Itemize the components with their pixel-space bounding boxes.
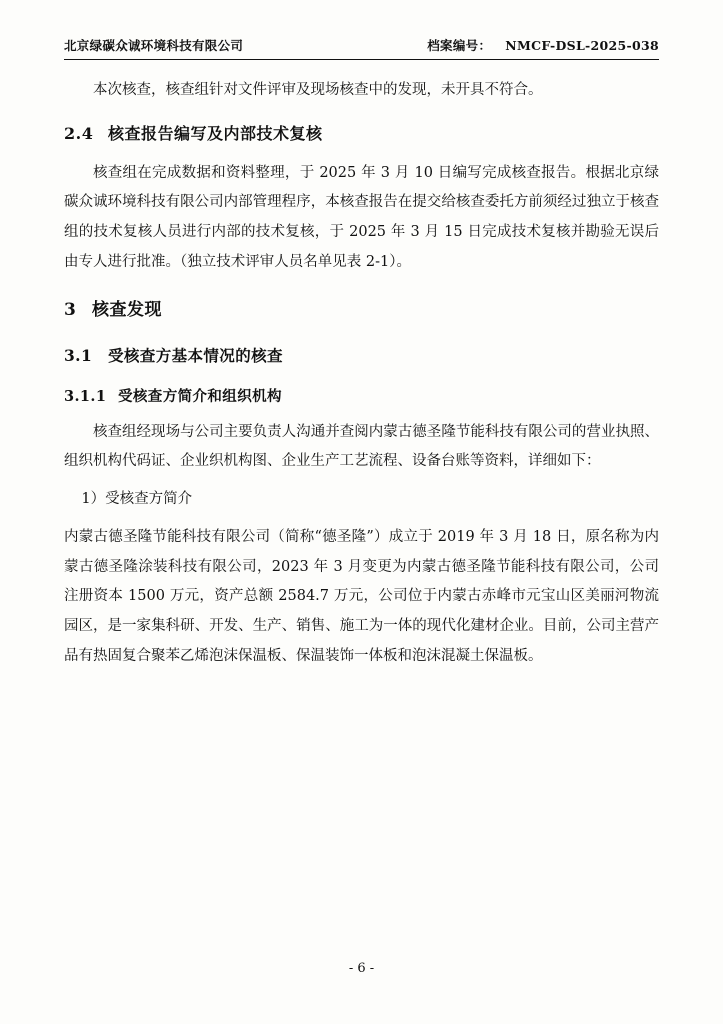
paragraph-intro: 本次核查，核查组针对文件评审及现场核查中的发现，未开具不符合。 [93, 82, 543, 98]
header-company-name: 北京绿碳众诚环境科技有限公司 [64, 38, 244, 53]
heading-3-1-title: 受核查方基本情况的核查 [108, 346, 283, 366]
page-header [64, 36, 659, 60]
heading-3-1 [64, 340, 659, 372]
paragraph-2-4-body: 核查组在完成数据和资料整理，于 2025 年 3 月 10 日编写完成核查报告。根据北京绿碳众诚环境科技有限公司内部管理程序，本核查报告在提交给核查委托方前须经过独立于核查组的技术复核人员进行内部的技术复核，于 2025 年 3 月 15 日完成技术复核并勘验无误后由专人进行批准。（独立技术评审人员名单见表 2-1）。 [64, 164, 659, 270]
heading-3-1-1 [64, 382, 659, 412]
heading-2-4-number: 2.4 [64, 123, 94, 143]
heading-3-1-1-title: 受核查方简介和组织机构 [118, 388, 282, 405]
list-item-1-label: 1）受核查方简介 [81, 491, 193, 508]
page-body [64, 76, 659, 671]
header-archive-number [427, 36, 659, 54]
archive-value: NMCF-DSL-2025-038 [505, 38, 659, 53]
paragraph-3-1-1-body: 核查组经现场与公司主要负责人沟通并查阅内蒙古德圣隆节能科技有限公司的营业执照、组织机构代码证、企业织机构图、企业生产工艺流程、设备台账等资料，详细如下： [64, 423, 659, 470]
heading-3 [64, 293, 659, 328]
list-item-1-body: 内蒙古德圣隆节能科技有限公司（简称“德圣隆”）成立于 2019 年 3 月 18 日，原名称为内蒙古德圣隆涂装科技有限公司，2023 年 3 月变更为内蒙古德圣隆节能科技有限公司，公司注册资本 1500 万元，资产总额 2584.7 万元，公司位于内蒙古赤峰市元宝山区美丽河物流园区，是一家集科研、开发、生产、销售、施工为一体的现代化建材企业。目前，公司主营产品有热固复合聚苯乙烯泡沫保温板、保温装饰一体板和泡沫混凝土保温板。 [64, 528, 659, 664]
heading-3-1-number: 3.1 [64, 346, 93, 366]
heading-2-4 [64, 118, 659, 151]
heading-3-number: 3 [64, 300, 77, 321]
page-number: - 6 - [348, 961, 375, 976]
heading-2-4-title: 核查报告编写及内部技术复核 [108, 123, 323, 143]
page-footer [0, 961, 723, 976]
archive-label: 档案编号： [427, 38, 492, 53]
heading-3-1-1-number: 3.1.1 [64, 388, 107, 405]
heading-3-title: 核查发现 [92, 300, 162, 321]
